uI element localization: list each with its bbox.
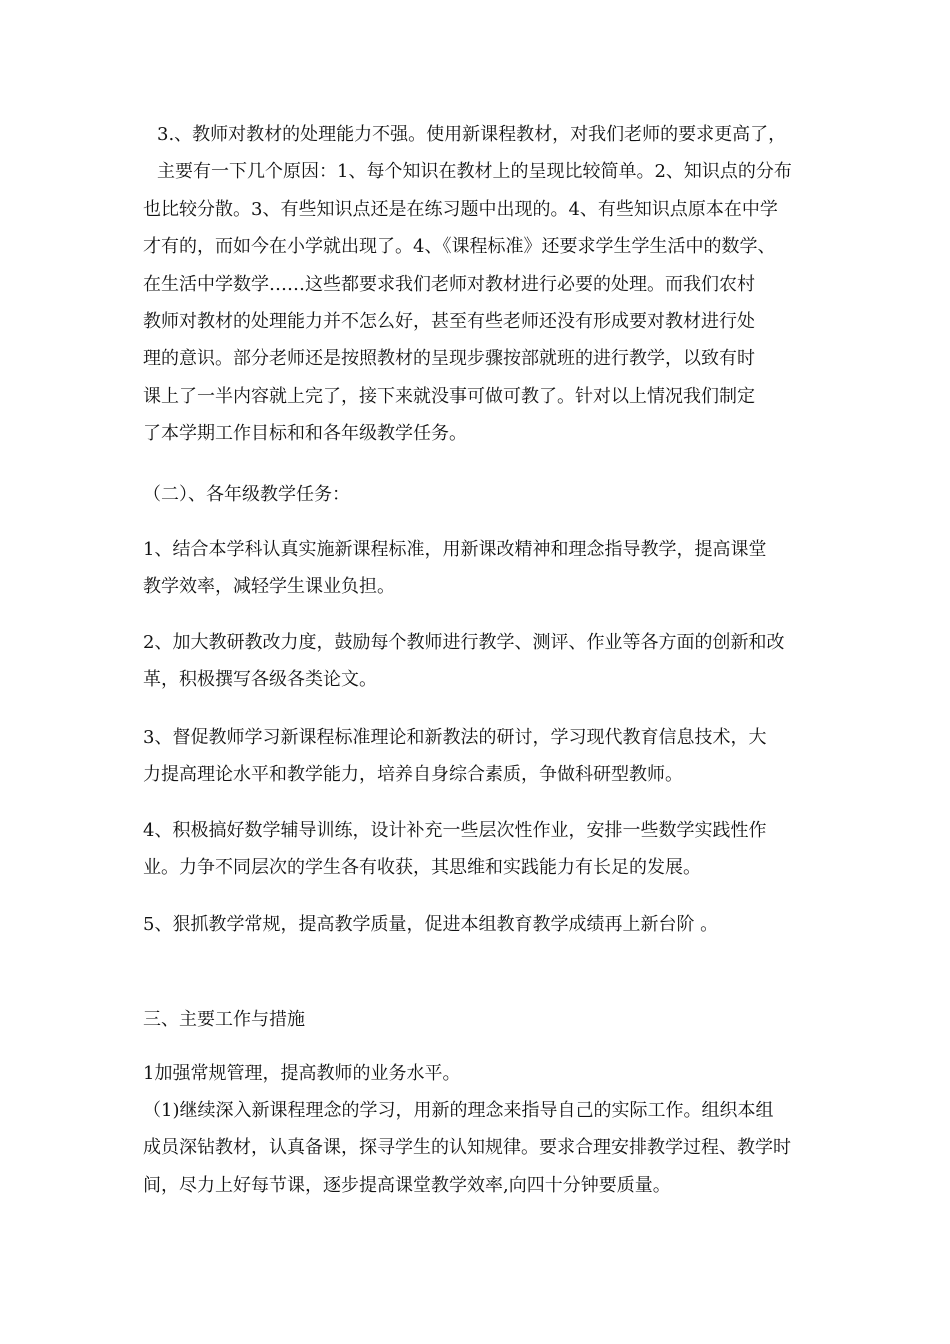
paragraph-textbook-ability [143, 116, 808, 453]
text-line: 力提高理论水平和教学能力，培养自身综合素质，争做科研型教师。 [143, 764, 683, 786]
subsection-heading: 1加强常规管理，提高教师的业务水平。 [143, 1063, 461, 1084]
text-line: 也比较分散。3、有些知识点还是在练习题中出现的。4、有些知识点原本在中学 [143, 198, 778, 220]
text-line: 5、狠抓教学常规，提高教学质量，促进本组教育教学成绩再上新台阶 。 [143, 914, 719, 935]
text-line: 1、结合本学科认真实施新课程标准，用新课改精神和理念指导教学，提高课堂 [143, 539, 767, 560]
task-item-1 [143, 531, 808, 606]
text-line: 2、加大教研教改力度，鼓励每个教师进行教学、测评、作业等各方面的创新和改 [143, 632, 785, 653]
text-line: 课上了一半内容就上完了，接下来就没事可做可教了。针对以上情况我们制定 [143, 385, 755, 407]
text-line: 间，尽力上好每节课，逐步提高课堂教学效率,向四十分钟要质量。 [143, 1174, 671, 1196]
text-line: 3.、教师对教材的处理能力不强。使用新课程教材，对我们老师的要求更高了， [157, 124, 787, 145]
text-line: 了本学期工作目标和和各年级教学任务。 [143, 423, 467, 445]
text-line: 业。力争不同层次的学生各有收获，其思维和实践能力有长足的发展。 [143, 857, 701, 879]
task-item-4 [143, 812, 808, 887]
heading-grade-tasks [143, 476, 808, 513]
task-item-5 [143, 906, 808, 943]
text-line: 成员深钻教材，认真备课，探寻学生的认知规律。要求合理安排教学过程、教学时 [143, 1137, 791, 1159]
text-line: 革，积极撰写各级各类论文。 [143, 669, 377, 691]
text-line: 主要有一下几个原因：1、每个知识在教材上的呈现比较简单。2、知识点的分布 [157, 161, 792, 183]
text-line: （1)继续深入新课程理念的学习，用新的理念来指导自己的实际工作。组织本组 [143, 1100, 774, 1121]
text-line: 3、督促教师学习新课程标准理论和新教法的研讨，学习现代教育信息技术，大 [143, 727, 767, 748]
heading-main-work [143, 1001, 808, 1038]
text-line: 4、积极搞好数学辅导训练，设计补充一些层次性作业，安排一些数学实践性作 [143, 820, 767, 841]
section-heading: 三、主要工作与措施 [143, 1009, 305, 1030]
text-line: 理的意识。部分老师还是按照教材的呈现步骤按部就班的进行教学，以致有时 [143, 348, 755, 370]
text-line: 在生活中学数学……这些都要求我们老师对教材进行必要的处理。而我们农村 [143, 273, 755, 295]
text-line: 才有的，而如今在小学就出现了。4、《课程标准》还要求学生学生活中的数学、 [143, 236, 776, 258]
section-heading: （二）、各年级教学任务： [143, 484, 350, 505]
task-item-3 [143, 719, 808, 794]
subheading-routine-management [143, 1055, 808, 1092]
text-line: 教师对教材的处理能力并不怎么好，甚至有些老师还没有形成要对教材进行处 [143, 311, 755, 333]
text-line: 教学效率，减轻学生课业负担。 [143, 576, 395, 598]
task-item-2 [143, 624, 808, 699]
paragraph-curriculum-study [143, 1092, 808, 1204]
